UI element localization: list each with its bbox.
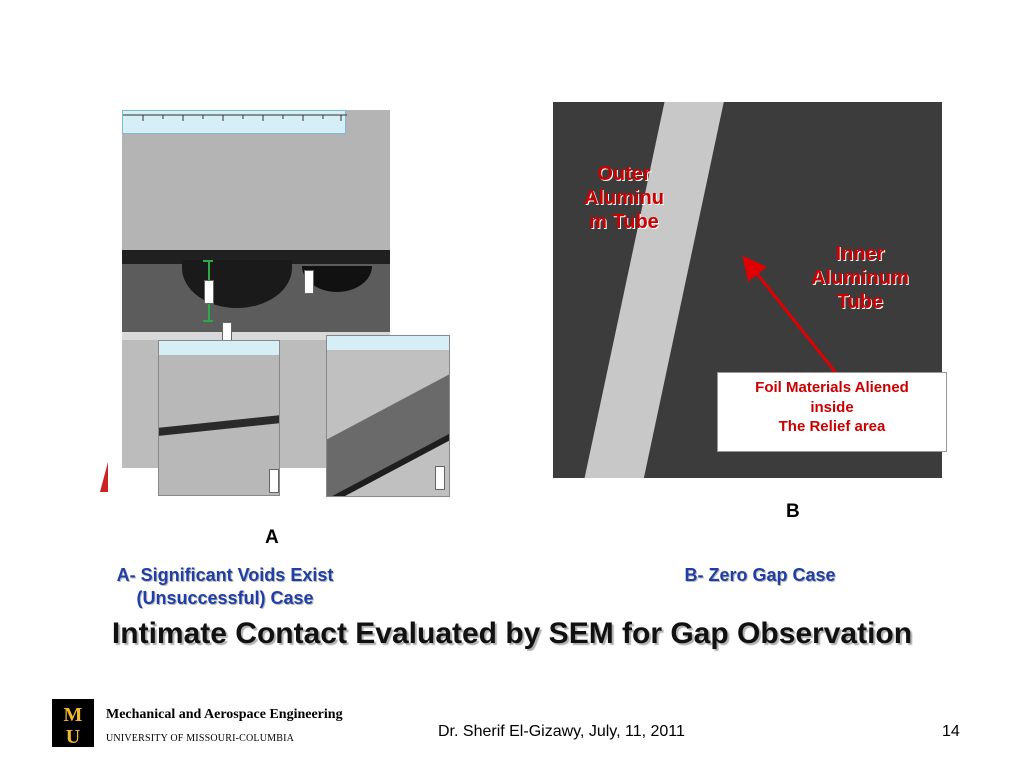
micrograph-a-detail-2 [326, 335, 450, 497]
gap-measure-cap [203, 320, 213, 322]
mu-logo-icon [52, 699, 94, 747]
outer-tube-label: Outer Aluminu m Tube [584, 163, 664, 233]
figure-a-caption: A- Significant Voids Exist (Unsuccessful) Case [116, 565, 334, 608]
measure-tag [435, 466, 445, 490]
department-name: Mechanical and Aerospace Engineering [106, 707, 343, 722]
scale-ruler [159, 341, 279, 355]
figure-b-caption: B- Zero Gap Case [684, 565, 836, 585]
slide-title: Intimate Contact Evaluated by SEM for Gap Observation [111, 617, 913, 650]
figure-a-letter: A [265, 527, 279, 548]
red-triangle-icon [100, 462, 108, 492]
university-name: UNIVERSITY OF MISSOURI-COLUMBIA [106, 733, 295, 744]
inner-tube-label: Inner Aluminum Tube [811, 243, 909, 313]
scale-ruler [327, 336, 449, 350]
measure-tag [304, 270, 314, 294]
gap-line [158, 413, 280, 437]
foil-callout-text: Foil Materials Aliened inside The Relief area [755, 379, 909, 435]
micrograph-a-detail-1 [158, 340, 280, 496]
svg-text:U: U [65, 726, 81, 747]
svg-text:M: M [63, 704, 83, 726]
ruler-ticks-icon [123, 111, 347, 135]
scale-ruler [122, 110, 346, 134]
figure-b-letter: B [786, 501, 800, 522]
slide-number: 14 [942, 723, 960, 740]
tube-wall-band [326, 362, 450, 497]
measure-tag [269, 469, 279, 493]
measure-tag [204, 280, 214, 304]
author-date: Dr. Sherif El-Gizawy, July, 11, 2011 [438, 723, 685, 740]
inner-tube-stripe [573, 102, 730, 478]
university-logo [52, 699, 94, 747]
pointer-arrow-icon [740, 255, 850, 380]
gap-measure-cap [203, 260, 213, 262]
